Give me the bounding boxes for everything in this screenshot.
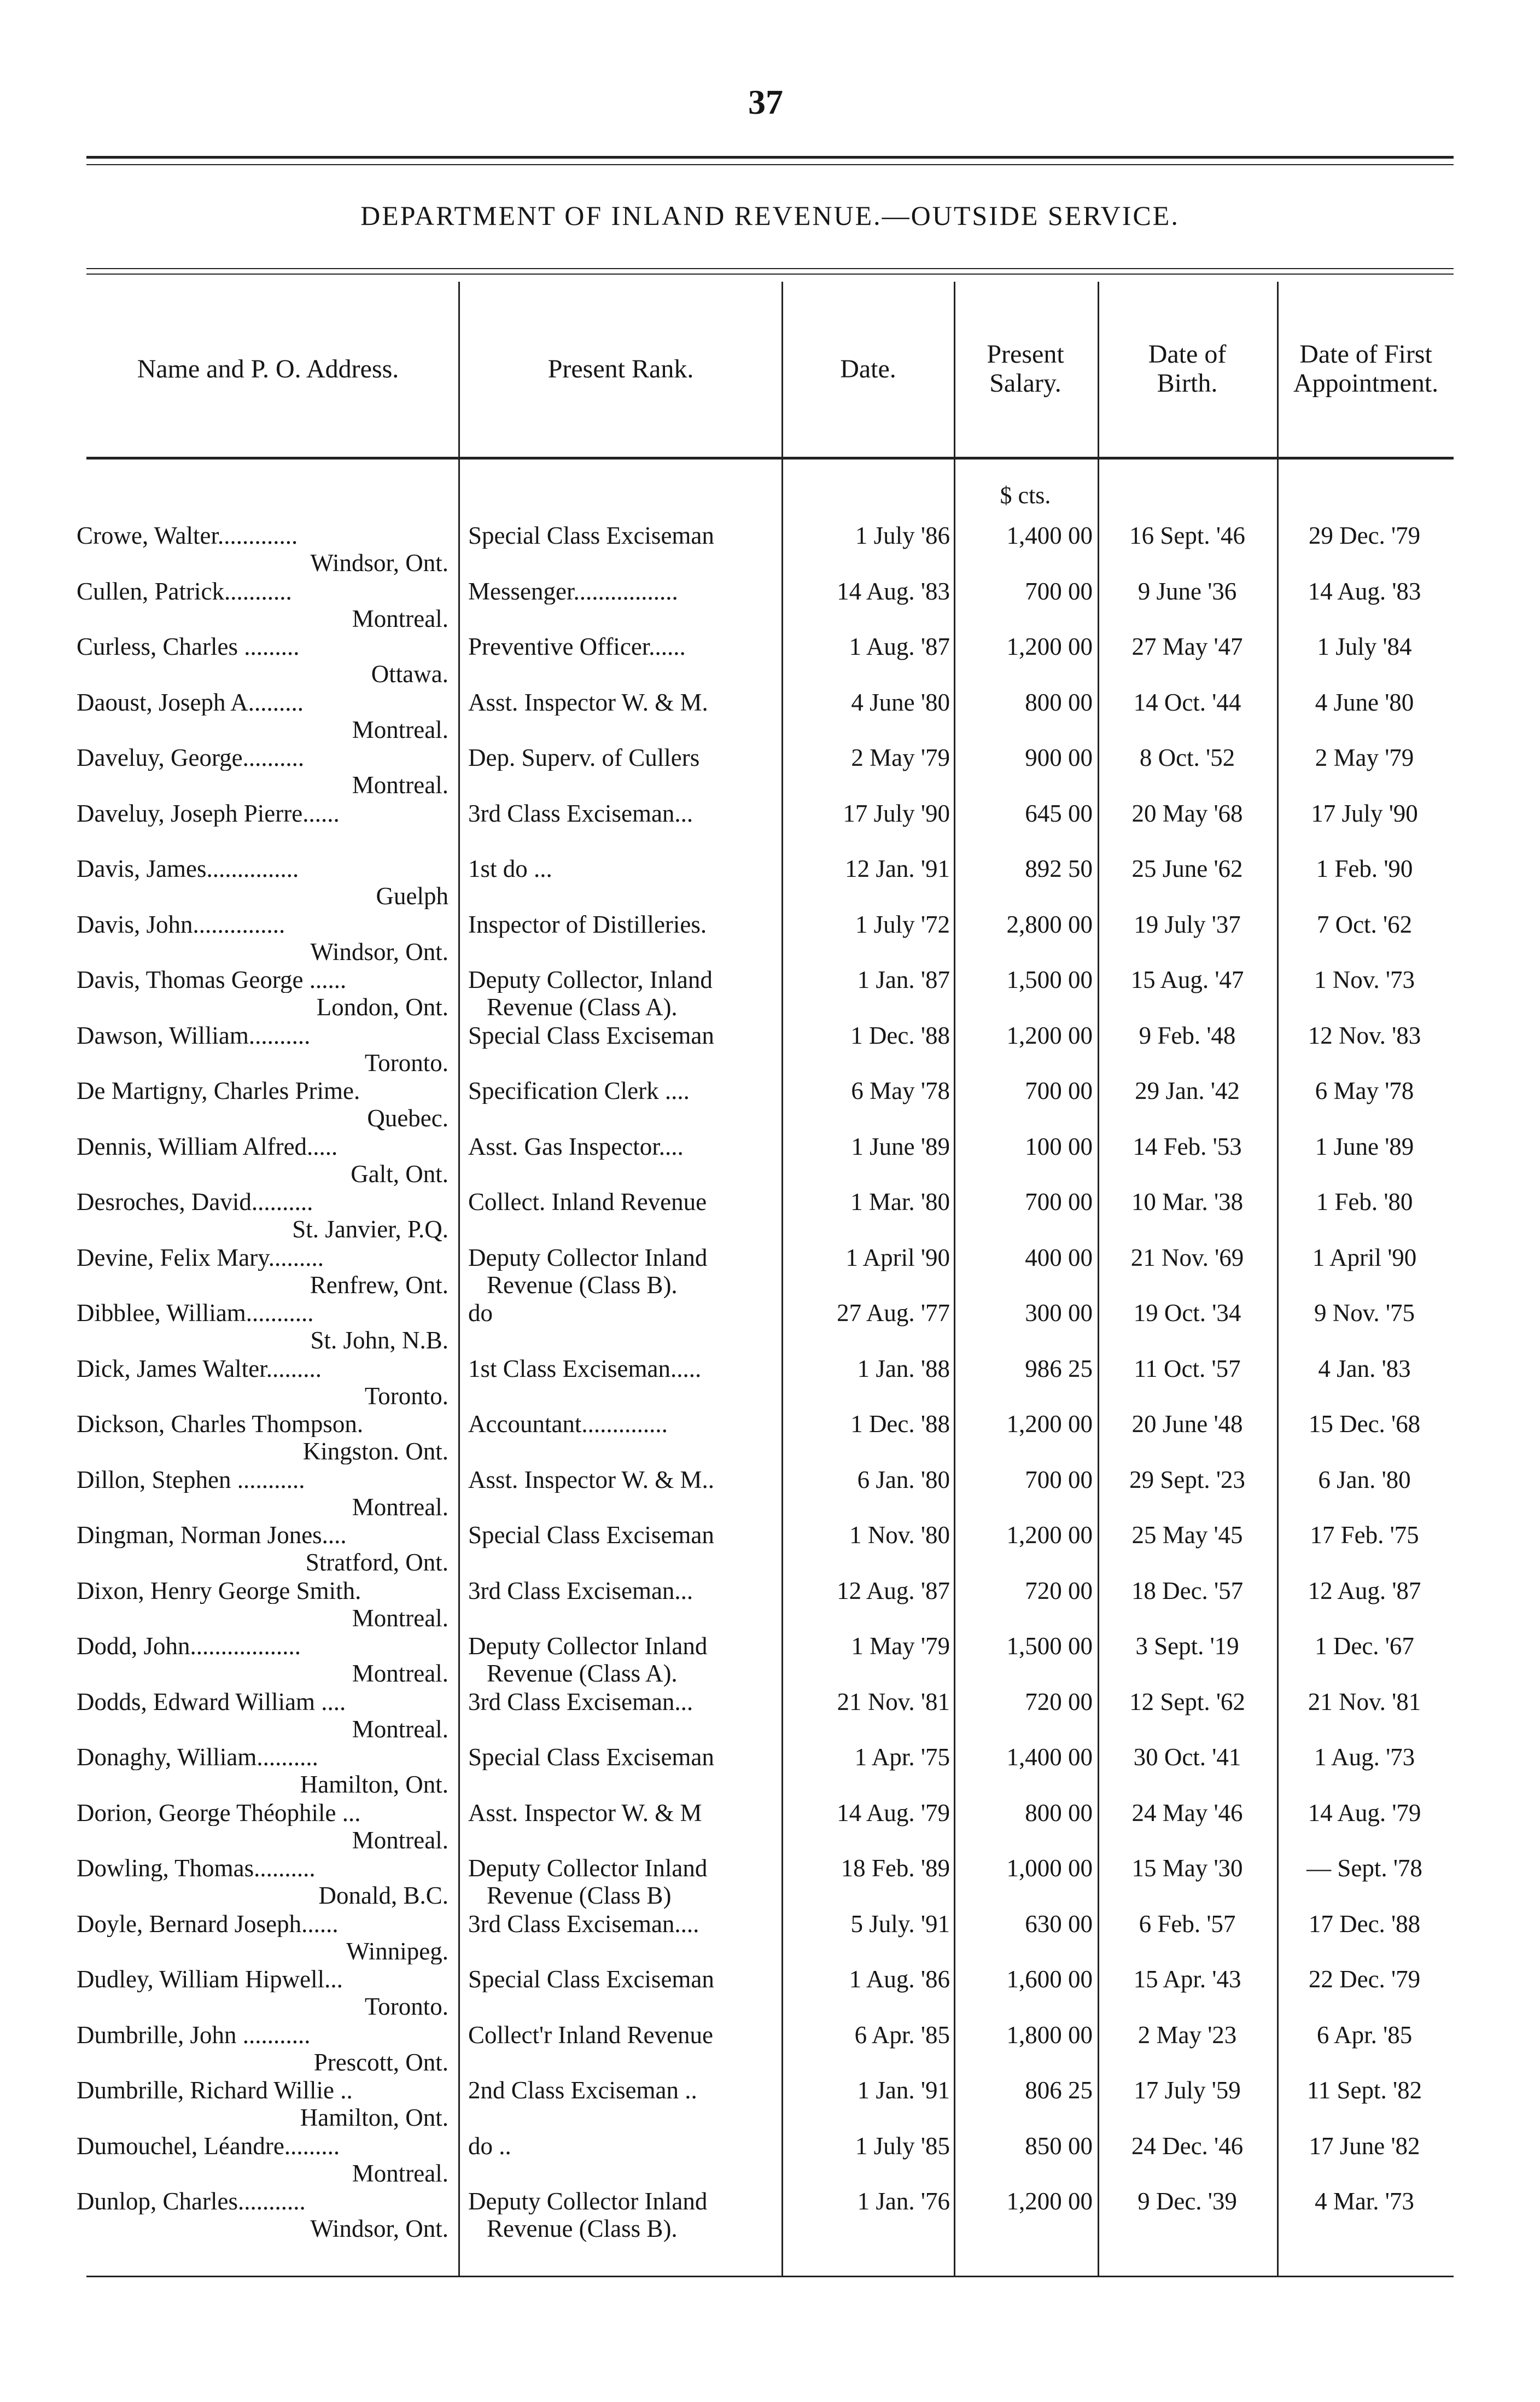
rank-date: 1 Dec. '88 bbox=[850, 1410, 950, 1438]
post-office-address: Montreal. bbox=[352, 1660, 448, 1686]
post-office-address: Stratford, Ont. bbox=[305, 1549, 448, 1575]
rank-date: 4 June '80 bbox=[851, 688, 950, 716]
post-office-address: Toronto. bbox=[364, 1382, 448, 1409]
rank-date: 1 Jan. '87 bbox=[857, 966, 950, 993]
employee-name: Dingman, Norman Jones.... bbox=[77, 1522, 347, 1548]
present-salary: 986 25 bbox=[1025, 1354, 1093, 1382]
rank-date: 14 Aug. '79 bbox=[837, 1799, 950, 1827]
table-row bbox=[0, 1800, 1540, 1854]
table-row bbox=[0, 689, 1540, 744]
date-of-birth: 25 June '62 bbox=[1131, 855, 1243, 882]
rank-date: 6 May '78 bbox=[851, 1077, 950, 1104]
present-salary: 1,400 00 bbox=[1006, 522, 1093, 549]
table-row bbox=[0, 578, 1540, 633]
table-row bbox=[0, 1300, 1540, 1354]
rank-date: 1 Jan. '76 bbox=[857, 2188, 950, 2215]
employee-name: Dodds, Edward William .... bbox=[77, 1688, 346, 1715]
table-row bbox=[0, 1578, 1540, 1632]
post-office-address: Ottawa. bbox=[371, 661, 448, 687]
date-of-birth: 24 Dec. '46 bbox=[1131, 2132, 1244, 2160]
post-office-address: Windsor, Ont. bbox=[310, 938, 448, 965]
bottom-rule bbox=[86, 2276, 1454, 2277]
rank-date: 18 Feb. '89 bbox=[841, 1854, 950, 1882]
table-row bbox=[0, 1022, 1540, 1077]
date-of-birth: 18 Dec. '57 bbox=[1131, 1577, 1244, 1604]
employee-name: Dillon, Stephen ........... bbox=[77, 1466, 305, 1493]
rank-date: 1 April '90 bbox=[845, 1243, 950, 1271]
post-office-address: Hamilton, Ont. bbox=[300, 2104, 448, 2131]
employee-name: Daveluy, George.......... bbox=[77, 745, 305, 771]
employee-name: Dorion, George Théophile ... bbox=[77, 1799, 361, 1826]
first-appointment-date: 17 Dec. '88 bbox=[1308, 1910, 1421, 1938]
present-salary: 892 50 bbox=[1025, 855, 1093, 882]
first-appointment-date: 6 May '78 bbox=[1315, 1077, 1414, 1104]
table-row bbox=[0, 800, 1540, 855]
post-office-address: Montreal. bbox=[352, 1715, 448, 1742]
rank-date: 27 Aug. '77 bbox=[837, 1299, 950, 1327]
employee-name: Dumbrille, Richard Willie .. bbox=[77, 2077, 353, 2103]
table-row bbox=[0, 1078, 1540, 1132]
employee-name: Dixon, Henry George Smith. bbox=[77, 1577, 361, 1604]
rank-date: 1 Aug. '86 bbox=[849, 1965, 950, 1993]
first-appointment-date: 17 July '90 bbox=[1311, 799, 1418, 827]
present-salary: 1,200 00 bbox=[1006, 2188, 1093, 2215]
post-office-address: Winnipeg. bbox=[346, 1938, 448, 1964]
rank-date: 14 Aug. '83 bbox=[837, 577, 950, 605]
present-rank: Asst. Inspector W. & M bbox=[468, 1799, 702, 1826]
first-appointment-date: 14 Aug. '83 bbox=[1308, 577, 1421, 605]
post-office-address: Windsor, Ont. bbox=[310, 550, 448, 576]
present-salary: 700 00 bbox=[1025, 1077, 1093, 1104]
present-rank-continued: Revenue (Class B). bbox=[487, 2215, 678, 2242]
present-salary: 1,500 00 bbox=[1006, 1632, 1093, 1660]
employee-name: Daoust, Joseph A......... bbox=[77, 689, 304, 716]
first-appointment-date: — Sept. '78 bbox=[1306, 1854, 1422, 1882]
table-row bbox=[0, 1189, 1540, 1243]
present-salary: 645 00 bbox=[1025, 799, 1093, 827]
top-rule bbox=[86, 156, 1454, 159]
date-of-birth: 15 May '30 bbox=[1131, 1854, 1243, 1882]
post-office-address: Montreal. bbox=[352, 1493, 448, 1520]
employee-name: Dumouchel, Léandre......... bbox=[77, 2132, 340, 2159]
employee-name: De Martigny, Charles Prime. bbox=[77, 1078, 360, 1104]
date-of-birth: 14 Feb. '53 bbox=[1133, 1132, 1242, 1160]
first-appointment-date: 12 Aug. '87 bbox=[1308, 1577, 1421, 1604]
first-appointment-date: 9 Nov. '75 bbox=[1314, 1299, 1415, 1327]
rank-date: 1 June '89 bbox=[851, 1132, 950, 1160]
present-rank: Deputy Collector Inland bbox=[468, 1633, 708, 1659]
first-appointment-date: 1 Feb. '80 bbox=[1316, 1188, 1413, 1215]
present-salary: 1,400 00 bbox=[1006, 1743, 1093, 1771]
present-salary: 700 00 bbox=[1025, 577, 1093, 605]
first-appointment-date: 1 Aug. '73 bbox=[1314, 1743, 1415, 1771]
table-row bbox=[0, 2133, 1540, 2188]
header-birth: Date of Birth. bbox=[1148, 340, 1227, 398]
date-of-birth: 9 June '36 bbox=[1138, 577, 1237, 605]
employee-name: Crowe, Walter............. bbox=[77, 522, 298, 549]
rank-date: 1 Jan. '91 bbox=[857, 2077, 950, 2104]
employee-name: Dibblee, William........... bbox=[77, 1300, 314, 1326]
header-rule bbox=[86, 457, 1454, 460]
table-row bbox=[0, 633, 1540, 688]
present-salary: 700 00 bbox=[1025, 1465, 1093, 1493]
table-row bbox=[0, 1244, 1540, 1299]
table-row bbox=[0, 2188, 1540, 2243]
employee-name: Dumbrille, John ........... bbox=[77, 2021, 311, 2048]
date-of-birth: 29 Sept. '23 bbox=[1129, 1465, 1245, 1493]
present-salary: 1,800 00 bbox=[1006, 2021, 1093, 2049]
table-row bbox=[0, 1966, 1540, 2021]
present-rank: Messenger................. bbox=[468, 578, 678, 604]
first-appointment-date: 2 May '79 bbox=[1315, 744, 1414, 771]
present-rank: 3rd Class Exciseman... bbox=[468, 800, 693, 827]
employee-name: Curless, Charles ......... bbox=[77, 633, 300, 660]
date-of-birth: 9 Dec. '39 bbox=[1138, 2188, 1237, 2215]
employee-name: Doyle, Bernard Joseph...... bbox=[77, 1910, 339, 1937]
date-of-birth: 20 June '48 bbox=[1131, 1410, 1243, 1438]
first-appointment-date: 17 June '82 bbox=[1309, 2132, 1420, 2160]
present-salary: 1,500 00 bbox=[1006, 966, 1093, 993]
rank-date: 1 Jan. '88 bbox=[857, 1354, 950, 1382]
date-of-birth: 10 Mar. '38 bbox=[1131, 1188, 1244, 1215]
date-of-birth: 14 Oct. '44 bbox=[1133, 688, 1241, 716]
post-office-address: London, Ont. bbox=[316, 994, 448, 1020]
post-office-address: Toronto. bbox=[364, 1993, 448, 2020]
employee-name: Davis, John............... bbox=[77, 911, 285, 938]
first-appointment-date: 17 Feb. '75 bbox=[1310, 1521, 1419, 1549]
present-rank: Collect'r Inland Revenue bbox=[468, 2021, 713, 2048]
table-row bbox=[0, 1633, 1540, 1688]
post-office-address: Montreal. bbox=[352, 2160, 448, 2186]
first-appointment-date: 12 Nov. '83 bbox=[1308, 1021, 1421, 1049]
first-appointment-date: 6 Jan. '80 bbox=[1318, 1465, 1411, 1493]
rank-date: 12 Aug. '87 bbox=[837, 1577, 950, 1604]
rank-date: 1 Mar. '80 bbox=[850, 1188, 950, 1215]
first-appointment-date: 4 Mar. '73 bbox=[1315, 2188, 1414, 2215]
post-office-address: Montreal. bbox=[352, 1827, 448, 1853]
post-office-address: Montreal. bbox=[352, 716, 448, 743]
present-salary: 1,200 00 bbox=[1006, 1521, 1093, 1549]
header-first-appointment: Date of First Appointment. bbox=[1293, 340, 1439, 398]
post-office-address: Prescott, Ont. bbox=[313, 2049, 448, 2075]
top-rule-thin bbox=[86, 164, 1454, 165]
first-appointment-date: 22 Dec. '79 bbox=[1308, 1965, 1421, 1993]
date-of-birth: 17 July '59 bbox=[1134, 2077, 1241, 2104]
present-salary: 1,000 00 bbox=[1006, 1854, 1093, 1882]
employee-name: Cullen, Patrick........... bbox=[77, 578, 292, 604]
date-of-birth: 19 July '37 bbox=[1134, 910, 1241, 938]
rank-date: 1 May '79 bbox=[851, 1632, 950, 1660]
date-of-birth: 15 Aug. '47 bbox=[1130, 966, 1244, 993]
present-salary: 100 00 bbox=[1025, 1132, 1093, 1160]
date-of-birth: 6 Feb. '57 bbox=[1139, 1910, 1236, 1938]
present-salary: 850 00 bbox=[1025, 2132, 1093, 2160]
table-row bbox=[0, 1911, 1540, 1965]
employee-name: Dennis, William Alfred..... bbox=[77, 1133, 338, 1160]
present-salary: 1,600 00 bbox=[1006, 1965, 1093, 1993]
header-salary: Present Salary. bbox=[987, 340, 1064, 398]
table-row bbox=[0, 745, 1540, 799]
post-office-address: Kingston. Ont. bbox=[302, 1438, 448, 1464]
employee-name: Donaghy, William.......... bbox=[77, 1744, 318, 1770]
present-rank: Accountant.............. bbox=[468, 1411, 668, 1437]
present-rank: 3rd Class Exciseman... bbox=[468, 1577, 693, 1604]
table-row bbox=[0, 1356, 1540, 1410]
present-salary: 630 00 bbox=[1025, 1910, 1093, 1938]
table-row bbox=[0, 1133, 1540, 1188]
rank-date: 12 Jan. '91 bbox=[845, 855, 950, 882]
first-appointment-date: 14 Aug. '79 bbox=[1308, 1799, 1421, 1827]
present-rank: Deputy Collector Inland bbox=[468, 2188, 708, 2214]
rank-date: 6 Apr. '85 bbox=[854, 2021, 950, 2049]
first-appointment-date: 1 Feb. '90 bbox=[1316, 855, 1413, 882]
present-salary: 1,200 00 bbox=[1006, 1021, 1093, 1049]
rank-date: 2 May '79 bbox=[851, 744, 950, 771]
post-office-address: Windsor, Ont. bbox=[310, 2215, 448, 2242]
present-rank: Preventive Officer...... bbox=[468, 633, 686, 660]
present-salary: 720 00 bbox=[1025, 1577, 1093, 1604]
table-row bbox=[0, 856, 1540, 910]
present-rank: Deputy Collector Inland bbox=[468, 1244, 708, 1271]
first-appointment-date: 1 June '89 bbox=[1315, 1132, 1414, 1160]
rank-date: 1 July '85 bbox=[855, 2132, 950, 2160]
rank-date: 1 Nov. '80 bbox=[849, 1521, 950, 1549]
present-salary: 800 00 bbox=[1025, 1799, 1093, 1827]
post-office-address: Quebec. bbox=[367, 1105, 448, 1131]
first-appointment-date: 29 Dec. '79 bbox=[1308, 522, 1421, 549]
rank-date: 1 July '86 bbox=[855, 522, 950, 549]
table-row bbox=[0, 2022, 1540, 2077]
rank-date: 1 Apr. '75 bbox=[854, 1743, 950, 1771]
post-office-address: Toronto. bbox=[364, 1049, 448, 1076]
page-title: DEPARTMENT OF INLAND REVENUE.—OUTSIDE SERVICE. bbox=[360, 200, 1180, 231]
present-salary: 700 00 bbox=[1025, 1188, 1093, 1215]
present-rank: Asst. Inspector W. & M.. bbox=[468, 1466, 714, 1493]
date-of-birth: 12 Sept. '62 bbox=[1129, 1688, 1245, 1715]
present-rank: Deputy Collector Inland bbox=[468, 1855, 708, 1881]
post-office-address: Montreal. bbox=[352, 1604, 448, 1631]
employee-name: Dudley, William Hipwell... bbox=[77, 1966, 343, 1992]
employee-name: Dowling, Thomas.......... bbox=[77, 1855, 316, 1881]
post-office-address: Renfrew, Ont. bbox=[310, 1271, 448, 1298]
present-rank: Specification Clerk .... bbox=[468, 1078, 690, 1104]
rank-date: 1 July '72 bbox=[855, 910, 950, 938]
header-rank: Present Rank. bbox=[547, 354, 694, 383]
present-salary: 1,200 00 bbox=[1006, 1410, 1093, 1438]
table-header bbox=[0, 284, 1540, 454]
first-appointment-date: 11 Sept. '82 bbox=[1306, 2077, 1422, 2104]
date-of-birth: 2 May '23 bbox=[1138, 2021, 1237, 2049]
date-of-birth: 30 Oct. '41 bbox=[1133, 1743, 1241, 1771]
present-salary: 2,800 00 bbox=[1006, 910, 1093, 938]
post-office-address: Guelph bbox=[376, 883, 448, 909]
present-rank: Deputy Collector, Inland bbox=[468, 967, 713, 993]
date-of-birth: 19 Oct. '34 bbox=[1133, 1299, 1241, 1327]
present-rank: Special Class Exciseman bbox=[468, 1966, 714, 1992]
present-rank: 3rd Class Exciseman... bbox=[468, 1688, 693, 1715]
post-office-address: Montreal. bbox=[352, 605, 448, 632]
post-office-address: Hamilton, Ont. bbox=[300, 1771, 448, 1798]
table-row bbox=[0, 1467, 1540, 1521]
present-rank: 3rd Class Exciseman.... bbox=[468, 1910, 699, 1937]
post-office-address: St. John, N.B. bbox=[310, 1327, 448, 1353]
present-rank: Asst. Inspector W. & M. bbox=[468, 689, 708, 716]
employee-name: Daveluy, Joseph Pierre...... bbox=[77, 800, 340, 827]
present-rank: Special Class Exciseman bbox=[468, 1022, 714, 1049]
present-rank-continued: Revenue (Class A). bbox=[487, 994, 678, 1020]
present-rank: do bbox=[468, 1300, 493, 1326]
first-appointment-date: 1 Nov. '73 bbox=[1314, 966, 1415, 993]
rank-date: 5 July. '91 bbox=[850, 1910, 950, 1938]
present-rank: Collect. Inland Revenue bbox=[468, 1189, 707, 1215]
rank-date: 21 Nov. '81 bbox=[837, 1688, 950, 1715]
present-rank-continued: Revenue (Class B) bbox=[487, 1882, 672, 1909]
first-appointment-date: 15 Dec. '68 bbox=[1308, 1410, 1421, 1438]
date-of-birth: 16 Sept. '46 bbox=[1129, 522, 1245, 549]
salary-units: $ cts. bbox=[1000, 482, 1051, 509]
table-row bbox=[0, 1522, 1540, 1577]
date-of-birth: 15 Apr. '43 bbox=[1133, 1965, 1241, 1993]
employee-name: Dawson, William.......... bbox=[77, 1022, 311, 1049]
present-salary: 720 00 bbox=[1025, 1688, 1093, 1715]
date-of-birth: 9 Feb. '48 bbox=[1139, 1021, 1236, 1049]
date-of-birth: 20 May '68 bbox=[1131, 799, 1243, 827]
first-appointment-date: 1 July '84 bbox=[1317, 633, 1412, 660]
present-rank: Dep. Superv. of Cullers bbox=[468, 745, 700, 771]
first-appointment-date: 1 Dec. '67 bbox=[1315, 1632, 1414, 1660]
rank-date: 1 Aug. '87 bbox=[849, 633, 950, 660]
present-rank: Special Class Exciseman bbox=[468, 522, 714, 549]
employee-name: Dick, James Walter......... bbox=[77, 1355, 322, 1382]
header-name: Name and P. O. Address. bbox=[137, 354, 399, 383]
first-appointment-date: 4 June '80 bbox=[1315, 688, 1414, 716]
date-of-birth: 21 Nov. '69 bbox=[1130, 1243, 1244, 1271]
date-of-birth: 24 May '46 bbox=[1131, 1799, 1243, 1827]
date-of-birth: 25 May '45 bbox=[1131, 1521, 1243, 1549]
rank-date: 1 Dec. '88 bbox=[850, 1021, 950, 1049]
rank-date: 6 Jan. '80 bbox=[857, 1465, 950, 1493]
employee-name: Dodd, John.................. bbox=[77, 1633, 301, 1659]
employee-name: Devine, Felix Mary......... bbox=[77, 1244, 324, 1271]
table-row bbox=[0, 522, 1540, 577]
present-rank: Inspector of Distilleries. bbox=[468, 911, 707, 938]
present-salary: 900 00 bbox=[1025, 744, 1093, 771]
present-salary: 1,200 00 bbox=[1006, 633, 1093, 660]
first-appointment-date: 21 Nov. '81 bbox=[1308, 1688, 1421, 1715]
table-row bbox=[0, 1855, 1540, 1910]
present-rank-continued: Revenue (Class B). bbox=[487, 1271, 678, 1298]
table-row bbox=[0, 967, 1540, 1021]
table-row bbox=[0, 911, 1540, 966]
present-salary: 806 25 bbox=[1025, 2077, 1093, 2104]
post-office-address: Galt, Ont. bbox=[351, 1160, 448, 1187]
date-of-birth: 3 Sept. '19 bbox=[1135, 1632, 1239, 1660]
present-rank: 1st Class Exciseman..... bbox=[468, 1355, 702, 1382]
present-salary: 400 00 bbox=[1025, 1243, 1093, 1271]
present-rank: 2nd Class Exciseman .. bbox=[468, 2077, 697, 2103]
first-appointment-date: 6 Apr. '85 bbox=[1316, 2021, 1413, 2049]
title-rule-thin bbox=[86, 274, 1454, 275]
post-office-address: Donald, B.C. bbox=[318, 1882, 448, 1909]
first-appointment-date: 4 Jan. '83 bbox=[1318, 1354, 1411, 1382]
date-of-birth: 8 Oct. '52 bbox=[1139, 744, 1235, 771]
present-rank-continued: Revenue (Class A). bbox=[487, 1660, 678, 1686]
table-row bbox=[0, 1689, 1540, 1743]
rank-date: 17 July '90 bbox=[843, 799, 950, 827]
employee-name: Dickson, Charles Thompson. bbox=[77, 1411, 364, 1437]
date-of-birth: 11 Oct. '57 bbox=[1134, 1354, 1241, 1382]
employee-name: Desroches, David.......... bbox=[77, 1189, 313, 1215]
present-rank: Special Class Exciseman bbox=[468, 1522, 714, 1548]
table-row bbox=[0, 1411, 1540, 1465]
present-salary: 300 00 bbox=[1025, 1299, 1093, 1327]
date-of-birth: 29 Jan. '42 bbox=[1135, 1077, 1240, 1104]
header-date: Date. bbox=[840, 354, 896, 383]
employee-name: Dunlop, Charles........... bbox=[77, 2188, 306, 2214]
post-office-address: St. Janvier, P.Q. bbox=[292, 1216, 448, 1242]
table-row bbox=[0, 2077, 1540, 2132]
table-row bbox=[0, 1744, 1540, 1799]
employee-name: Davis, Thomas George ...... bbox=[77, 967, 347, 993]
first-appointment-date: 1 April '90 bbox=[1312, 1243, 1417, 1271]
present-rank: 1st do ... bbox=[468, 856, 552, 882]
present-rank: Asst. Gas Inspector.... bbox=[468, 1133, 684, 1160]
first-appointment-date: 7 Oct. '62 bbox=[1316, 910, 1413, 938]
present-rank: do .. bbox=[468, 2132, 511, 2159]
date-of-birth: 27 May '47 bbox=[1131, 633, 1243, 660]
title-rule bbox=[86, 268, 1454, 269]
present-salary: 800 00 bbox=[1025, 688, 1093, 716]
post-office-address: Montreal. bbox=[352, 772, 448, 798]
present-rank: Special Class Exciseman bbox=[468, 1744, 714, 1770]
employee-name: Davis, James............... bbox=[77, 856, 299, 882]
page-number: 37 bbox=[748, 83, 783, 121]
